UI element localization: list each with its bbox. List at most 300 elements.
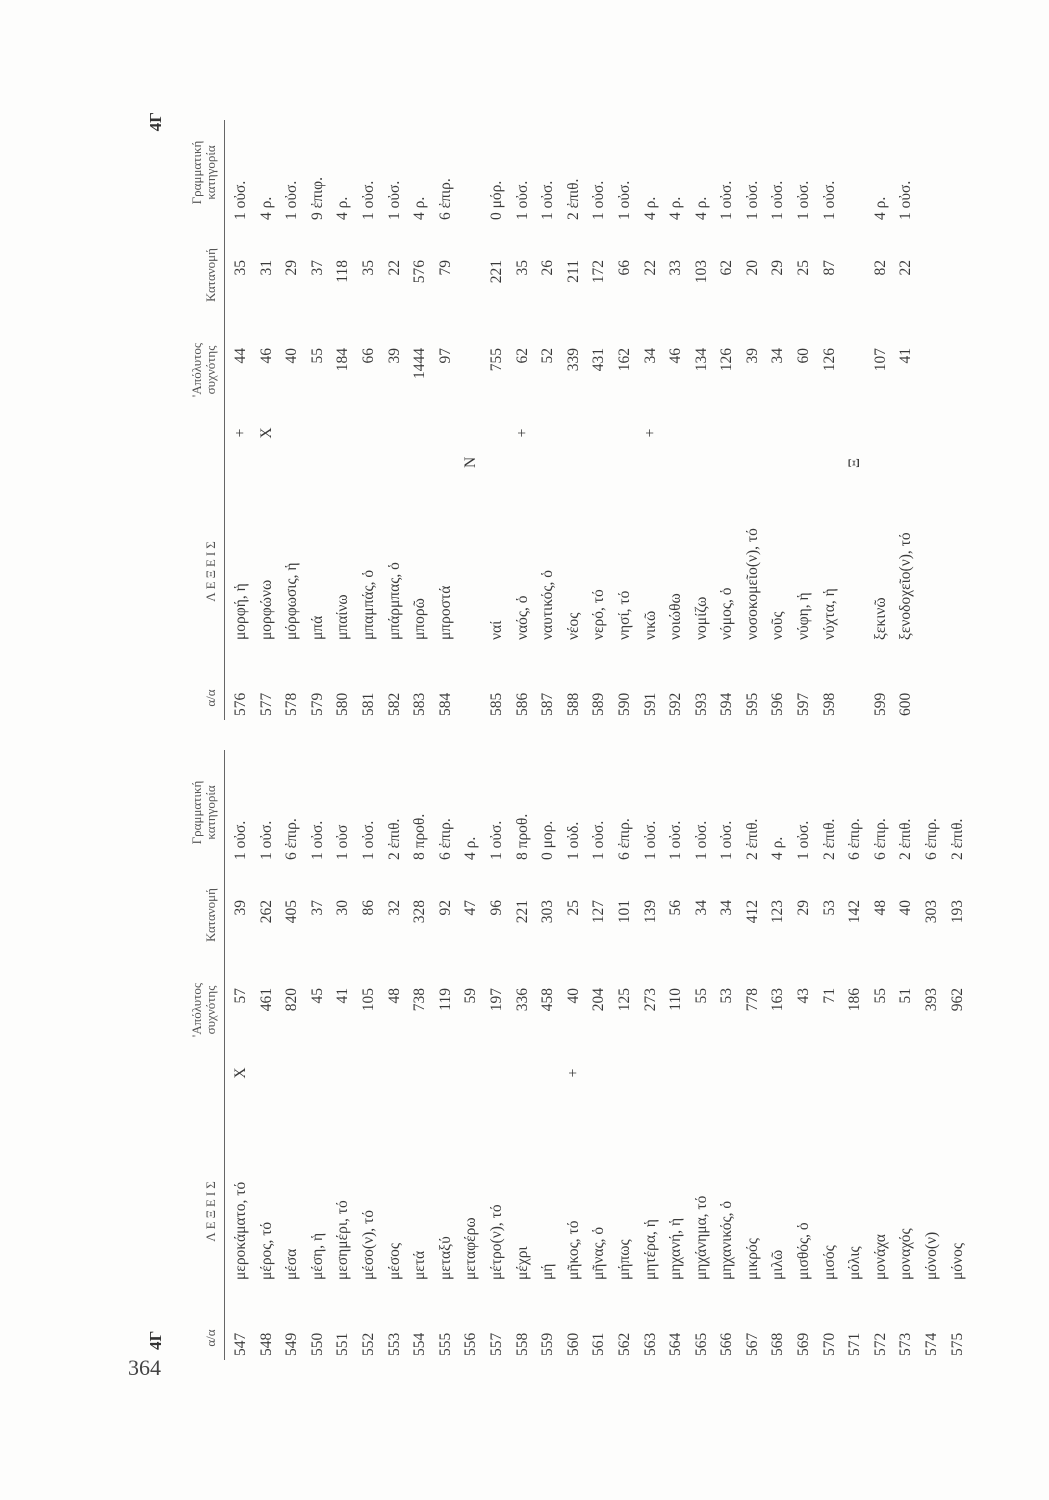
row-number: 591 [641, 692, 659, 716]
row-distribution: 127 [590, 900, 608, 924]
row-category: 1 οὐσ. [718, 820, 736, 860]
section-label: 4Γ [146, 1330, 165, 1350]
row-category: 1 οὐσ. [795, 820, 813, 860]
row-distribution: 20 [743, 260, 761, 276]
row-category: 1 οὐσ. [232, 180, 249, 220]
row-number: 553 [385, 1332, 403, 1356]
table-row [488, 750, 514, 1360]
row-category: 2 ἐπιθ. [948, 818, 966, 860]
row-distribution: 62 [718, 260, 736, 276]
table-row [795, 120, 821, 720]
section-label: 4Γ [146, 112, 165, 132]
row-distribution: 412 [743, 900, 761, 924]
row-number: 595 [743, 692, 761, 716]
row-category: 1 οὐσ. [820, 180, 838, 220]
table-row [360, 750, 386, 1360]
row-number: 586 [513, 692, 531, 716]
row-distribution: 48 [871, 900, 889, 916]
row-number: 598 [820, 692, 838, 716]
row-category: 1 οὐσ. [641, 820, 659, 860]
row-absolute-frequency: 126 [718, 348, 736, 372]
row-number: 575 [948, 1332, 966, 1356]
row-word: νομίζω [692, 596, 710, 640]
row-word: μόνο(ν) [923, 1231, 941, 1280]
row-absolute-frequency: 126 [820, 348, 838, 372]
row-word: νοσοκομεῖο(ν), τό [743, 528, 761, 640]
header-num: α/α [203, 1329, 218, 1347]
table-body [232, 120, 923, 720]
row-category: 6 ἐπιρ. [283, 818, 301, 860]
row-absolute-frequency: 738 [411, 988, 429, 1012]
row-category: 1 οὐσ. [615, 180, 633, 220]
row-word: μπαμπάς, ὁ [359, 569, 377, 640]
row-category: 1 οὐσ. [283, 180, 301, 220]
row-category: 2 ἐπιθ. [897, 818, 915, 860]
row-distribution: 66 [615, 260, 633, 276]
header-num: α/α [203, 689, 218, 707]
row-category: 1 οὐσ. [513, 180, 531, 220]
row-absolute-frequency: 48 [385, 988, 403, 1004]
table-body [232, 750, 974, 1360]
row-word: μικρός [743, 1238, 761, 1280]
row-number: 559 [539, 1332, 557, 1356]
row-absolute-frequency: 1444 [411, 348, 429, 379]
row-number: 583 [411, 692, 429, 716]
row-category: 4 ρ. [692, 196, 710, 220]
row-number: 569 [795, 1332, 813, 1356]
table-row [769, 750, 795, 1360]
row-distribution: 29 [769, 260, 787, 276]
row-absolute-frequency: 184 [334, 348, 352, 372]
row-category: 6 ἐπιρ. [846, 818, 864, 860]
row-absolute-frequency: 820 [283, 988, 301, 1012]
table-row [539, 120, 565, 720]
row-distribution: 92 [436, 900, 454, 916]
row-distribution: 211 [564, 260, 582, 283]
row-distribution: 29 [283, 260, 301, 276]
row-number: 589 [590, 692, 608, 716]
row-number: 557 [487, 1332, 505, 1356]
row-number: 593 [692, 692, 710, 716]
row-category: 6 ἐπιρ. [436, 818, 454, 860]
row-absolute-frequency: 134 [692, 348, 710, 372]
table-row [437, 750, 463, 1360]
row-category: 4 ρ. [257, 196, 275, 220]
table-row [897, 120, 923, 720]
row-category: 1 οὐσ. [743, 180, 761, 220]
row-number: 585 [487, 692, 505, 716]
table-row [360, 120, 386, 720]
row-word: μεταφέρω [462, 1217, 480, 1280]
row-distribution: 35 [513, 260, 531, 276]
row-word: μπά [308, 615, 326, 640]
row-category: 1 οὐσ. [769, 180, 787, 220]
row-category: 1 οὐσ. [692, 820, 710, 860]
row-mark: + [564, 1068, 582, 1078]
row-number: 592 [667, 692, 685, 716]
letter-divider [846, 120, 872, 720]
row-absolute-frequency: 41 [334, 988, 352, 1004]
page-number: 364 [128, 1355, 161, 1380]
table-row [309, 750, 335, 1360]
row-number: 579 [308, 692, 326, 716]
table-row [462, 750, 488, 1360]
right-table [140, 112, 960, 720]
row-word: ναί [487, 620, 505, 640]
row-absolute-frequency: 53 [718, 988, 736, 1004]
row-absolute-frequency: 461 [257, 988, 275, 1012]
row-distribution: 31 [257, 260, 275, 276]
row-distribution: 139 [641, 900, 659, 924]
row-absolute-frequency: 105 [359, 988, 377, 1012]
row-absolute-frequency: 336 [513, 988, 531, 1012]
row-distribution: 37 [308, 260, 326, 276]
row-distribution: 25 [795, 260, 813, 276]
row-word: νύφη, ἡ [795, 592, 813, 640]
row-word: νύχτα, ἡ [820, 588, 838, 640]
row-absolute-frequency: 204 [590, 988, 608, 1012]
table-row [590, 750, 616, 1360]
row-category: 1 οὐσ. [718, 180, 736, 220]
row-distribution: 82 [871, 260, 889, 276]
row-number: 555 [436, 1332, 454, 1356]
row-number: 574 [923, 1332, 941, 1356]
row-number: 564 [667, 1332, 685, 1356]
row-distribution: 26 [539, 260, 557, 276]
row-absolute-frequency: 163 [769, 988, 787, 1012]
table-row [744, 750, 770, 1360]
table-row [565, 120, 591, 720]
row-absolute-frequency: 46 [257, 348, 275, 364]
row-distribution: 37 [308, 900, 326, 916]
row-word: μήπως [615, 1239, 633, 1280]
table-row [334, 120, 360, 720]
row-category: 0 μορ. [539, 820, 557, 860]
row-absolute-frequency: 45 [308, 988, 326, 1004]
row-absolute-frequency: 110 [667, 988, 685, 1011]
row-category: 1 οὐσ. [308, 820, 326, 860]
row-category: 1 οὐδ. [564, 821, 582, 860]
row-word: νερό, τό [590, 589, 608, 640]
row-absolute-frequency: 125 [615, 988, 633, 1012]
header-cat: Γραμματική κατηγορία [189, 780, 218, 845]
row-word: μέρος, τό [257, 1221, 275, 1280]
row-word: μέσος [385, 1242, 403, 1280]
row-word: μῆνας, ὁ [590, 1226, 608, 1280]
row-distribution: 405 [283, 900, 301, 924]
row-distribution: 576 [411, 260, 429, 284]
row-number: 594 [718, 692, 736, 716]
table-row [821, 750, 847, 1360]
row-category: 4 ρ. [334, 196, 352, 220]
row-number: 600 [897, 692, 915, 716]
row-category: 6 ἐπιρ. [615, 818, 633, 860]
table-row [718, 750, 744, 1360]
table-row [514, 120, 540, 720]
table-row [872, 750, 898, 1360]
row-category: 2 ἐπιθ. [564, 178, 582, 220]
row-category: 9 ἐπιφ. [308, 177, 326, 220]
row-absolute-frequency: 62 [513, 348, 531, 364]
row-distribution: 101 [615, 900, 633, 924]
row-distribution: 96 [487, 900, 505, 916]
row-category: 1 οὐσ. [385, 180, 403, 220]
row-word: μητέρα, ἡ [641, 1219, 659, 1280]
row-word: μεταξύ [436, 1236, 454, 1280]
row-word: μισθός, ὁ [795, 1222, 813, 1280]
table-row [437, 120, 463, 720]
table-row [846, 750, 872, 1360]
table-header [170, 750, 225, 1360]
row-word: μόλις [846, 1246, 864, 1280]
row-distribution: 22 [897, 260, 915, 276]
row-category: 6 ἐπιρ. [871, 818, 889, 860]
row-absolute-frequency: 107 [871, 348, 889, 372]
letter-divider [462, 120, 488, 720]
row-category: 4 ρ. [769, 836, 787, 860]
row-distribution: 303 [923, 900, 941, 924]
row-word: μηχανή, ἡ [667, 1217, 685, 1280]
table-row [309, 120, 335, 720]
table-row [590, 120, 616, 720]
row-distribution: 53 [820, 900, 838, 916]
table-row [693, 750, 719, 1360]
row-absolute-frequency: 393 [923, 988, 941, 1012]
row-distribution: 123 [769, 900, 787, 924]
table-row [514, 750, 540, 1360]
table-row [718, 120, 744, 720]
row-absolute-frequency: 41 [897, 348, 915, 364]
row-distribution: 32 [385, 900, 403, 916]
row-number: 578 [283, 692, 301, 716]
row-number: 562 [615, 1332, 633, 1356]
row-word: μεσημέρι, τό [334, 1200, 352, 1280]
header-abs: 'Απόλυτος συχνότης [189, 342, 218, 398]
row-word: μέσο(ν), τό [359, 1210, 377, 1280]
rotated-table [140, 112, 966, 1360]
row-number: 573 [897, 1332, 915, 1356]
row-absolute-frequency: 962 [948, 988, 966, 1012]
letter-heading: Ν [462, 456, 480, 468]
table-row [667, 120, 693, 720]
row-absolute-frequency: 186 [846, 988, 864, 1012]
table-row [386, 750, 412, 1360]
row-word: ναός, ὁ [513, 595, 531, 640]
table-row [411, 750, 437, 1360]
row-number: 566 [718, 1332, 736, 1356]
row-word: νοῦς [769, 611, 787, 640]
row-distribution: 35 [232, 260, 249, 276]
row-word: μπροστά [436, 585, 454, 640]
table-row [232, 750, 258, 1360]
row-number: 549 [283, 1332, 301, 1356]
row-distribution: 221 [513, 900, 531, 924]
row-distribution: 193 [948, 900, 966, 924]
row-number: 572 [871, 1332, 889, 1356]
row-category: 0 μόρ. [487, 180, 505, 220]
table-row [821, 120, 847, 720]
row-word: μορφή, ἡ [232, 583, 249, 640]
row-category: 1 οὐσ. [539, 180, 557, 220]
table-row [744, 120, 770, 720]
table-row [283, 120, 309, 720]
table-row [565, 750, 591, 1360]
row-word: ξενοδοχεῖο(ν), τό [897, 532, 915, 640]
row-absolute-frequency: 755 [487, 348, 505, 372]
table-row [283, 750, 309, 1360]
row-mark: + [641, 428, 659, 438]
row-number: 565 [692, 1332, 710, 1356]
row-absolute-frequency: 162 [615, 348, 633, 372]
table-header [170, 120, 225, 720]
row-number: 570 [820, 1332, 838, 1356]
row-word: μισός [820, 1245, 838, 1280]
row-category: 1 οὐσ. [897, 180, 915, 220]
row-word: νέος [564, 612, 582, 640]
row-absolute-frequency: 197 [487, 988, 505, 1012]
row-absolute-frequency: 60 [795, 348, 813, 364]
row-word: νικῶ [641, 610, 659, 640]
row-category: 1 οὐσ. [257, 820, 275, 860]
row-distribution: 118 [334, 260, 352, 283]
row-absolute-frequency: 39 [385, 348, 403, 364]
table-row [616, 750, 642, 1360]
row-mark: Χ [257, 427, 275, 439]
row-absolute-frequency: 778 [743, 988, 761, 1012]
row-distribution: 86 [359, 900, 377, 916]
row-distribution: 79 [436, 260, 454, 276]
row-distribution: 22 [641, 260, 659, 276]
row-category: 1 οὐσ [334, 824, 352, 860]
header-abs: 'Απόλυτος συχνότης [189, 982, 218, 1038]
row-absolute-frequency: 66 [359, 348, 377, 364]
row-absolute-frequency: 55 [692, 988, 710, 1004]
row-word: μιλῶ [769, 1249, 787, 1280]
row-distribution: 29 [795, 900, 813, 916]
table-row [949, 750, 975, 1360]
row-number: 563 [641, 1332, 659, 1356]
row-number: 577 [257, 692, 275, 716]
row-absolute-frequency: 40 [283, 348, 301, 364]
row-absolute-frequency: 431 [590, 348, 608, 372]
table-row [642, 750, 668, 1360]
row-number: 547 [232, 1332, 249, 1356]
row-word: μή [539, 1263, 557, 1280]
row-distribution: 221 [487, 260, 505, 284]
table-row [232, 120, 258, 720]
row-word: νησί, τό [615, 590, 633, 640]
row-distribution: 262 [257, 900, 275, 924]
row-word: νόμος, ὁ [718, 587, 736, 640]
row-word: μέση, ἡ [308, 1232, 326, 1280]
row-category: 4 ρ. [871, 196, 889, 220]
row-absolute-frequency: 43 [795, 988, 813, 1004]
header-word: ΛΕΞΕΙΣ [203, 538, 218, 602]
row-number: 548 [257, 1332, 275, 1356]
row-word: μπαίνω [334, 594, 352, 640]
row-word: ξεκινῶ [871, 597, 889, 640]
row-distribution: 34 [692, 900, 710, 916]
row-distribution: 142 [846, 900, 864, 924]
row-word: μέσα [283, 1248, 301, 1280]
row-distribution: 328 [411, 900, 429, 924]
row-number: 590 [615, 692, 633, 716]
row-word: μῆκος, τό [564, 1220, 582, 1280]
row-word: μοναχός [897, 1228, 915, 1280]
row-category: 1 οὐσ. [795, 180, 813, 220]
row-word: μεροκάματο, τό [232, 1181, 249, 1280]
row-number: 556 [462, 1332, 480, 1356]
row-word: μέτρο(ν), τό [487, 1204, 505, 1280]
row-category: 2 ἐπιθ. [820, 818, 838, 860]
row-number: 554 [411, 1332, 429, 1356]
table-row [386, 120, 412, 720]
row-number: 551 [334, 1332, 352, 1356]
row-absolute-frequency: 59 [462, 988, 480, 1004]
row-word: μόνος [948, 1243, 966, 1280]
row-number: 560 [564, 1332, 582, 1356]
row-absolute-frequency: 52 [539, 348, 557, 364]
row-category: 4 ρ. [411, 196, 429, 220]
row-word: μπάρμπας, ὁ [385, 562, 403, 640]
row-absolute-frequency: 55 [308, 348, 326, 364]
table-row [897, 750, 923, 1360]
table-row [667, 750, 693, 1360]
row-category: 1 οὐσ. [359, 820, 377, 860]
row-word: μηχανικός, ὁ [718, 1200, 736, 1280]
row-absolute-frequency: 57 [232, 988, 249, 1004]
row-number: 596 [769, 692, 787, 716]
table-row [769, 120, 795, 720]
row-word: μορφώνω [257, 579, 275, 640]
row-number: 576 [232, 692, 249, 716]
row-category: 6 ἐπιρ. [436, 178, 454, 220]
row-category: 1 οὐσ. [359, 180, 377, 220]
row-category: 1 οὐσ. [232, 820, 249, 860]
row-category: 1 οὐσ. [590, 820, 608, 860]
row-distribution: 47 [462, 900, 480, 916]
row-mark: + [232, 428, 249, 438]
row-category: 1 οὐσ. [487, 820, 505, 860]
row-absolute-frequency: 44 [232, 348, 249, 364]
row-word: μέχρι [513, 1246, 531, 1280]
row-number: 584 [436, 692, 454, 716]
row-absolute-frequency: 40 [564, 988, 582, 1004]
table-row [539, 750, 565, 1360]
table-row [795, 750, 821, 1360]
header-dist: Κατανομή [203, 248, 218, 302]
row-category: 2 ἐπιθ. [385, 818, 403, 860]
row-absolute-frequency: 119 [436, 988, 454, 1011]
row-number: 588 [564, 692, 582, 716]
row-absolute-frequency: 46 [667, 348, 685, 364]
row-word: ναυτικός, ὁ [539, 569, 557, 640]
row-absolute-frequency: 39 [743, 348, 761, 364]
row-distribution: 172 [590, 260, 608, 284]
row-absolute-frequency: 273 [641, 988, 659, 1012]
row-number: 581 [359, 692, 377, 716]
row-absolute-frequency: 458 [539, 988, 557, 1012]
row-category: 6 ἐπιρ. [923, 818, 941, 860]
row-word: μηχάνημα, τό [692, 1195, 710, 1280]
row-number: 561 [590, 1332, 608, 1356]
row-number: 597 [795, 692, 813, 716]
row-absolute-frequency: 339 [564, 348, 582, 372]
row-distribution: 103 [692, 260, 710, 284]
row-category: 4 ρ. [641, 196, 659, 220]
row-word: μπορῶ [411, 598, 429, 640]
row-word: νοιώθω [667, 593, 685, 640]
